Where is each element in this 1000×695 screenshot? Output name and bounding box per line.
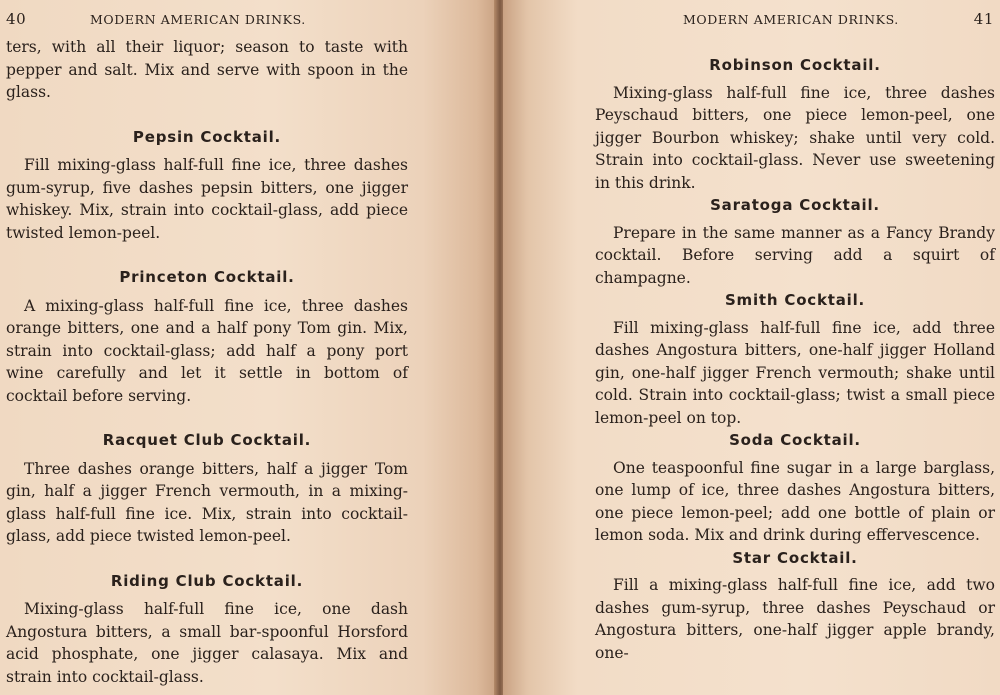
recipe-title: Racquet Club Cocktail. [102,431,312,449]
right-page-content [595,54,995,664]
recipe-title: Smith Cocktail. [724,291,866,309]
recipe-body: Fill a mixing-glass half-full fine ice, add two dashes gum-syrup, three dashes Peyschaud or Angostura bitters, one-half jigger apple brandy, one- [595,576,995,662]
recipe-body: Fill mixing-glass half-full fine ice, three dashes gum-syrup, five dashes pepsin bitters, one jigger whiskey. Mix, strain into cocktail-glass, add piece twisted lemon-peel. [6,156,408,242]
recipe-robinson-cocktail [595,54,995,194]
recipe-smith-cocktail [595,289,995,429]
recipe-title: Princeton Cocktail. [119,268,295,286]
recipe-riding-club-cocktail [6,570,408,689]
recipe-body: Three dashes orange bitters, half a jigger Tom gin, half a jigger French vermouth, in a mixing-glass half-full fine ice. Mix, strain into cocktail-glass, add piece twisted lemon-peel. [6,459,408,545]
recipe-star-cocktail [595,547,995,665]
recipe-soda-cocktail [595,429,995,547]
recipe-body: Mixing-glass half-full fine ice, three dashes Peyschaud bitters, one piece lemon-peel, one jigger Bourbon whiskey; shake until very cold. Strain into cocktail-glass. Never use sweetening in this drink. [595,83,995,192]
left-page [0,0,497,695]
page-number-right: 41 [973,10,994,28]
left-running-head [0,10,497,30]
right-running-head [503,10,1000,30]
recipe-title: Soda Cocktail. [729,431,861,449]
recipe-body: Prepare in the same manner as a Fancy Brandy cocktail. Before serving add a squirt of champagne. [595,223,995,287]
recipe-body: Mixing-glass half-full fine ice, one dash Angostura bitters, a small bar-spoonful Horsford acid phosphate, one jigger calasaya. Mix and strain into cocktail-glass. [6,600,408,686]
recipe-princeton-cocktail [6,266,408,407]
recipe-racquet-club-cocktail [6,429,408,548]
left-page-content [6,36,408,688]
recipe-title: Star Cocktail. [732,548,858,567]
recipe-title: Pepsin Cocktail. [132,127,282,146]
recipe-body: Fill mixing-glass half-full fine ice, add three dashes Angostura bitters, one-half jigger Holland gin, one-half jigger French vermouth; shake until cold. Strain into cocktail-glass; twist a small piece lemon-peel on top. [595,318,995,427]
recipe-body: A mixing-glass half-full fine ice, three dashes orange bitters, one and a half pony Tom gin. Mix, strain into cocktail-glass; add half a pony port wine carefully and let it settle in bottom of cocktail before serving. [6,296,408,405]
page-number-left: 40 [6,10,27,28]
recipe-title: Saratoga Cocktail. [710,196,880,214]
recipe-title: Riding Club Cocktail. [110,571,304,590]
recipe-title: Robinson Cocktail. [709,56,881,74]
recipe-body: One teaspoonful fine sugar in a large barglass, one lump of ice, three dashes Angostura bitters, one piece lemon-peel; add one bottle of plain or lemon soda. Mix and drink during effervescence. [595,458,995,544]
running-head-title-right: MODERN AMERICAN DRINKS. [683,12,899,27]
right-page [503,0,1000,695]
continued-text: ters, with all their liquor; season to taste with pepper and salt. Mix and serve with spoon in the glass. [6,38,408,101]
running-head-title-left: MODERN AMERICAN DRINKS. [90,12,306,27]
recipe-pepsin-cocktail [6,126,408,245]
recipe-saratoga-cocktail [595,194,995,289]
